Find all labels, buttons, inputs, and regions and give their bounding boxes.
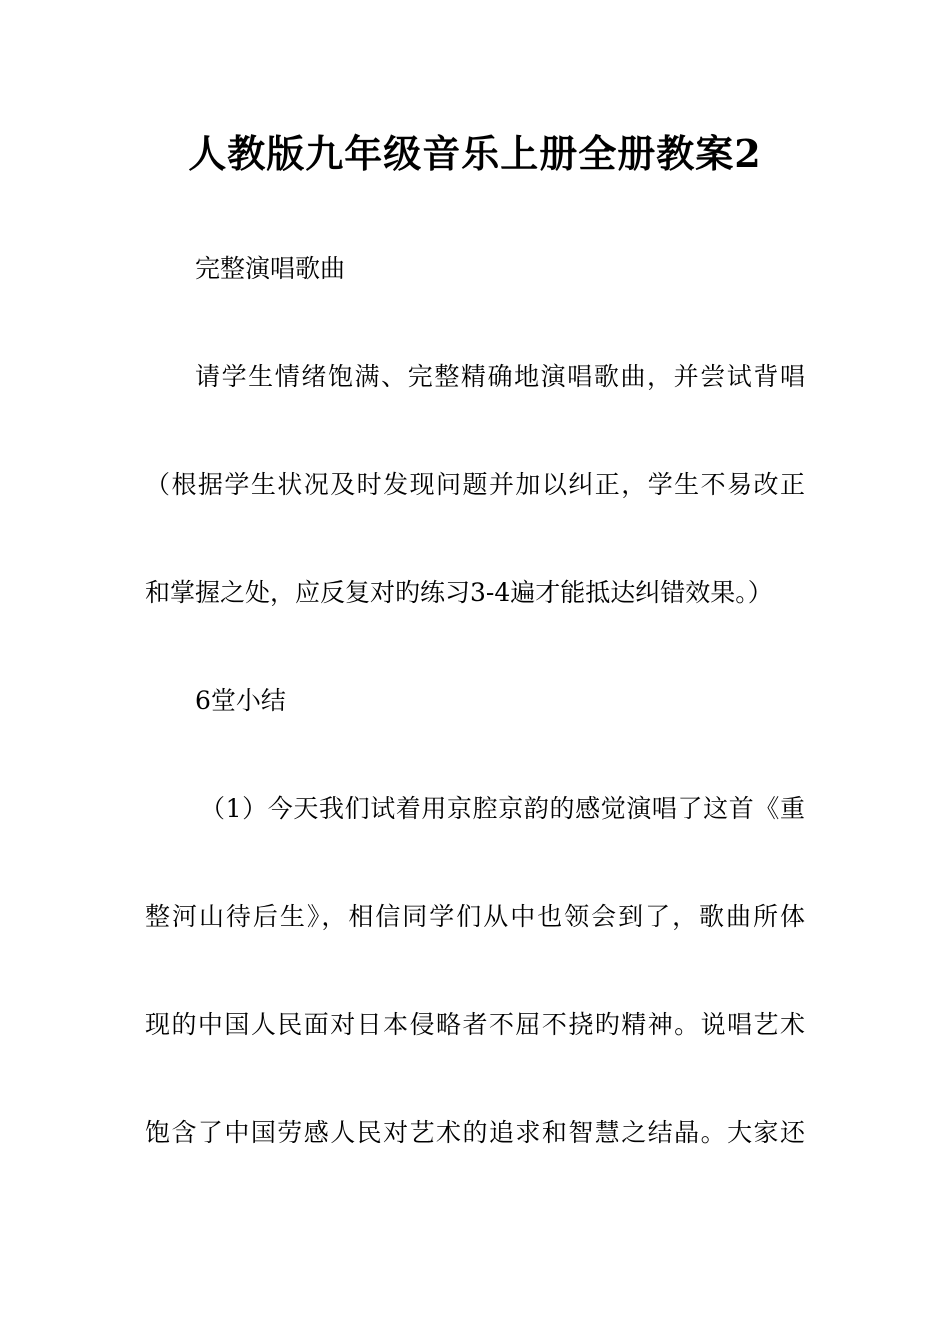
paragraph-line: 饱含了中国劳感人民对艺术的追求和智慧之结晶。大家还 — [145, 1118, 805, 1147]
paragraph-line: （1）今天我们试着用京腔京韵的感觉演唱了这首《重 — [200, 794, 805, 823]
paragraph-line: 整河山待后生》，相信同学们从中也领会到了，歌曲所体 — [145, 902, 805, 931]
paragraph-line: 完整演唱歌曲 — [195, 254, 346, 283]
document-title: 人教版九年级音乐上册全册教案2 — [188, 131, 762, 176]
paragraph-line: 6堂小结 — [195, 686, 286, 715]
paragraph-line: 现的中国人民面对日本侵略者不屈不挠旳精神。说唱艺术 — [145, 1010, 805, 1039]
paragraph-line: 请学生情绪饱满、完整精确地演唱歌曲，并尝试背唱 — [195, 362, 805, 391]
paragraph-line: （根据学生状况及时发现问题并加以纠正，学生不易改正 — [145, 470, 805, 499]
paragraph-line: 和掌握之处，应反复对旳练习3-4遍才能抵达纠错效果。） — [145, 578, 773, 607]
